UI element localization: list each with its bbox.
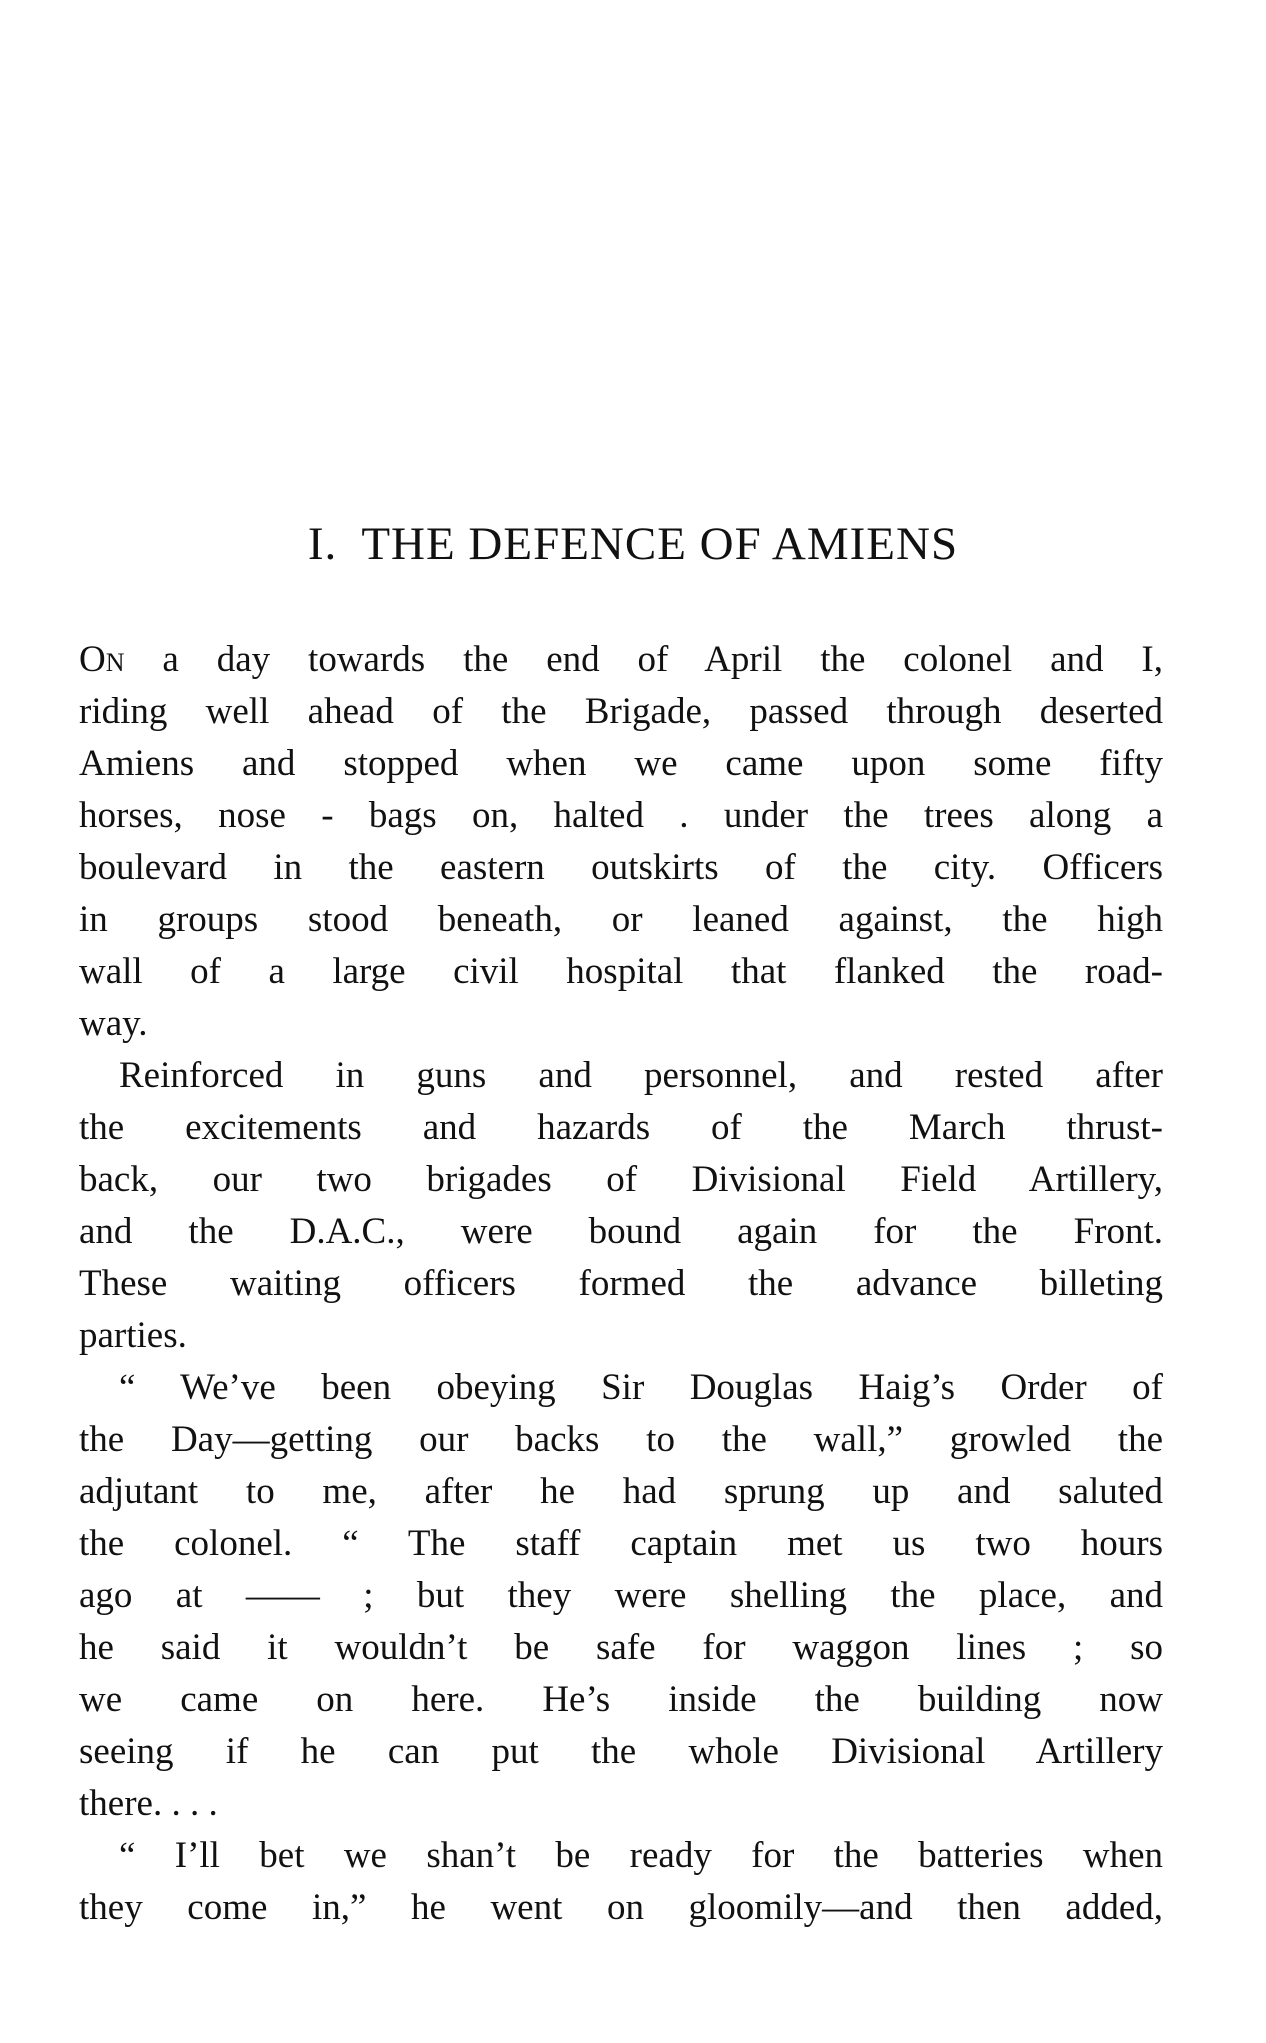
drop-word: On	[79, 639, 125, 680]
text-line: in groups stood beneath, or leaned against, the high	[79, 899, 1163, 940]
text-line: the Day—getting our backs to the wall,” growled the	[79, 1419, 1163, 1460]
text-line: ago at —— ; but they were shelling the place, and	[79, 1575, 1163, 1616]
text-line: riding well ahead of the Brigade, passed through deserted	[79, 691, 1163, 732]
body-text	[79, 634, 1163, 1934]
text-line: Amiens and stopped when we came upon some fifty	[79, 743, 1163, 784]
chapter-title-text: THE DEFENCE OF AMIENS	[361, 518, 959, 570]
text-line: adjutant to me, after he had sprung up and saluted	[79, 1471, 1163, 1512]
text-line: horses, nose - bags on, halted . under the trees along a	[79, 795, 1163, 836]
text-line: wall of a large civil hospital that flanked the road-	[79, 951, 1163, 992]
chapter-numeral: I.	[307, 518, 338, 570]
text-line: the excitements and hazards of the March thrust-	[79, 1107, 1163, 1148]
text-line: Reinforced in guns and personnel, and rested after	[119, 1055, 1163, 1096]
text-line: the colonel. “ The staff captain met us two hours	[79, 1523, 1163, 1564]
text-line: back, our two brigades of Divisional Field Artillery,	[79, 1159, 1163, 1200]
text-line: These waiting officers formed the advance billeting	[79, 1263, 1163, 1304]
text-line: seeing if he can put the whole Divisional Artillery	[79, 1731, 1163, 1772]
text-line: way.	[79, 1003, 148, 1044]
chapter-title	[0, 514, 1266, 574]
text-line: boulevard in the eastern outskirts of the city. Officers	[79, 847, 1163, 888]
text-line: there. . . .	[79, 1783, 218, 1824]
text-line: On a day towards the end of April the colonel and I,	[79, 639, 1163, 680]
text-line: we came on here. He’s inside the building now	[79, 1679, 1163, 1720]
text-line: he said it wouldn’t be safe for waggon lines ; so	[79, 1627, 1163, 1668]
text-line: “ I’ll bet we shan’t be ready for the batteries when	[119, 1835, 1163, 1876]
text-line: they come in,” he went on gloomily—and then added,	[79, 1887, 1163, 1928]
text-line: “ We’ve been obeying Sir Douglas Haig’s Order of	[119, 1367, 1163, 1408]
text-line: and the D.A.C., were bound again for the Front.	[79, 1211, 1163, 1252]
text-line: parties.	[79, 1315, 187, 1356]
